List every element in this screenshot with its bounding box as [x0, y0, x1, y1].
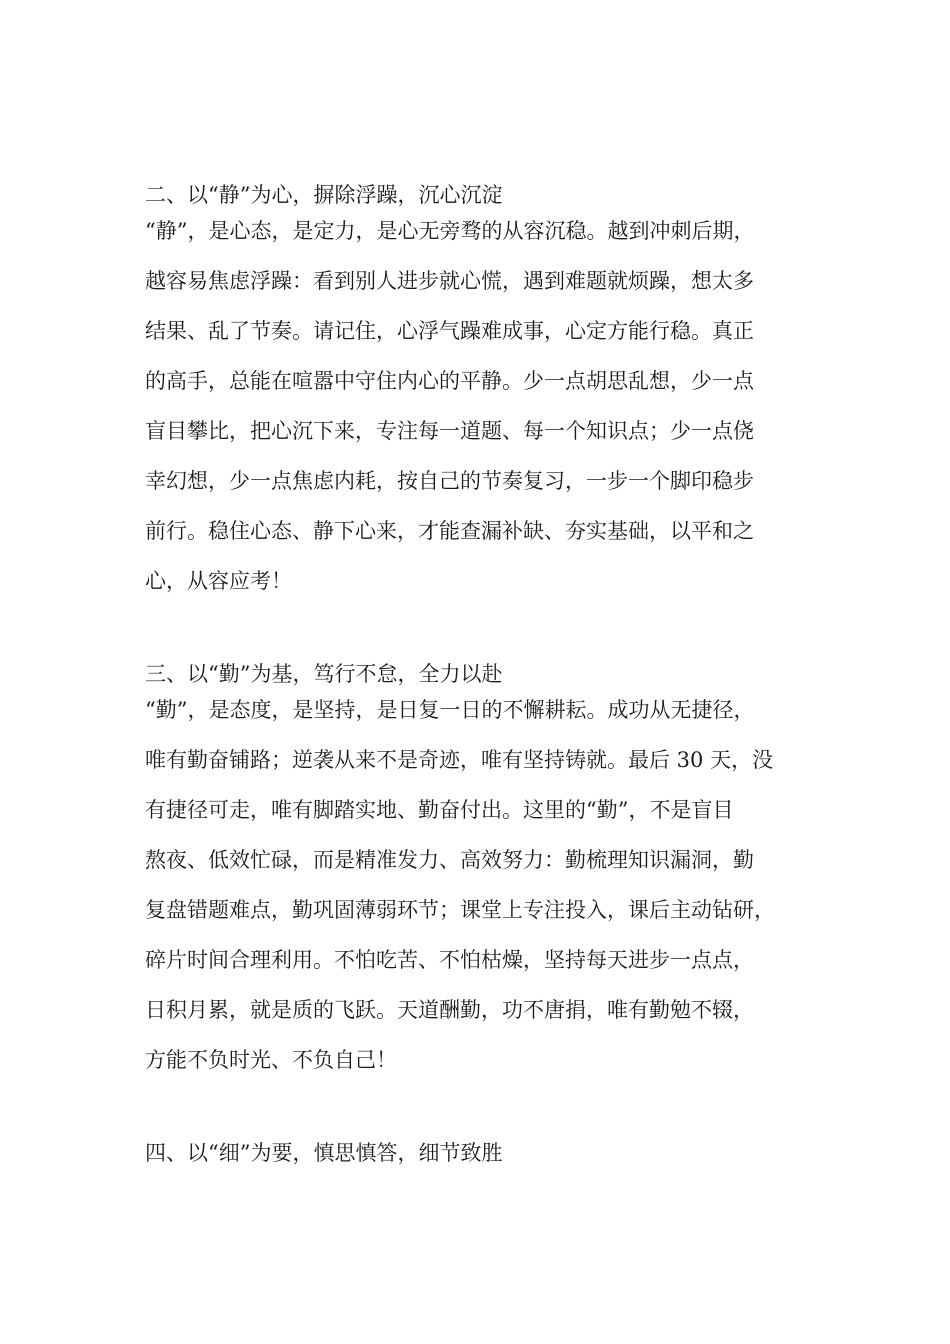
paragraph-line: 盲目攀比，把心沉下来，专注每一道题、每一个知识点；少一点侥	[145, 419, 754, 443]
paragraph-line: 前行。稳住心态、静下心来，才能查漏补缺、夯实基础，以平和之	[145, 519, 754, 543]
paragraph-line: 的高手，总能在喧嚣中守住内心的平静。少一点胡思乱想，少一点	[145, 369, 754, 393]
section-paragraph	[145, 685, 835, 1085]
paragraph-line: 复盘错题难点，勤巩固薄弱环节；课堂上专注投入，课后主动钻研，	[145, 898, 775, 922]
paragraph-line: 方能不负时光、不负自己！	[145, 1048, 397, 1072]
paragraph-line: “勤”，是态度，是坚持，是日复一日的不懈耕耘。成功从无捷径，	[145, 698, 755, 722]
paragraph-line: 唯有勤奋铺路；逆袭从来不是奇迹，唯有坚持铸就。最后 30 天，没	[145, 748, 774, 772]
paragraph-line: 碎片时间合理利用。不怕吃苦、不怕枯燥，坚持每天进步一点点，	[145, 948, 754, 972]
document-body	[145, 180, 835, 1168]
paragraph-line: 熬夜、低效忙碌，而是精准发力、高效努力：勤梳理知识漏洞，勤	[145, 848, 754, 872]
section-spacer	[145, 606, 835, 659]
paragraph-line: 心，从容应考！	[145, 569, 292, 593]
section-paragraph	[145, 206, 835, 606]
paragraph-line: 结果、乱了节奏。请记住，心浮气躁难成事，心定方能行稳。真正	[145, 319, 754, 343]
paragraph-line: 有捷径可走，唯有脚踏实地、勤奋付出。这里的“勤”，不是盲目	[145, 798, 734, 822]
paragraph-line: 幸幻想，少一点焦虑内耗，按自己的节奏复习，一步一个脚印稳步	[145, 469, 754, 493]
section-heading: 三、以“勤”为基，笃行不怠，全力以赴	[145, 662, 503, 686]
section-heading: 二、以“静”为心，摒除浮躁，沉心沉淀	[145, 183, 503, 207]
section-spacer	[145, 1085, 835, 1138]
section-heading: 四、以“细”为要，慎思慎答，细节致胜	[145, 1141, 503, 1165]
paragraph-line: “静”，是心态，是定力，是心无旁骛的从容沉稳。越到冲刺后期，	[145, 219, 755, 243]
paragraph-line: 日积月累，就是质的飞跃。天道酬勤，功不唐捐，唯有勤勉不辍，	[145, 998, 754, 1022]
paragraph-line: 越容易焦虑浮躁：看到别人进步就心慌，遇到难题就烦躁，想太多	[145, 269, 754, 293]
